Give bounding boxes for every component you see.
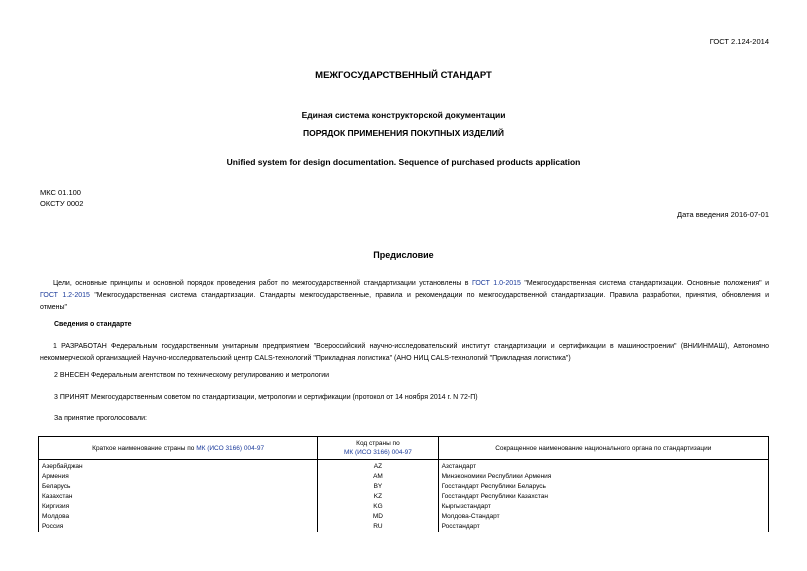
goals-text-4: отмены" <box>40 304 68 311</box>
header-body: Сокращенное наименование национального органа по стандартизации <box>438 437 768 460</box>
item-2-submitted: 2 ВНЕСЕН Федеральным агентством по техническому регулированию и метрологии <box>54 372 330 379</box>
goals-text-1: Цели, основные принципы и основной порядок проведения работ по межгосударственной стандартизации установлены в <box>53 280 472 287</box>
header-code-link[interactable]: МК (ИСО 3166) 004-97 <box>343 449 412 456</box>
cell-code: MD <box>318 512 438 522</box>
okstu-code: ОКСТУ 0002 <box>40 199 84 208</box>
header-country-text: Краткое наименование страны по <box>92 444 197 452</box>
cell-code: AZ <box>318 460 438 473</box>
cell-body: Минэкономики Республики Армения <box>438 472 768 482</box>
cell-body: Госстандарт Республики Казахстан <box>438 492 768 502</box>
document-title: ПОРЯДОК ПРИМЕНЕНИЯ ПОКУПНЫХ ИЗДЕЛИЙ <box>302 128 505 138</box>
item-1-developed <box>40 341 769 365</box>
header-code-text: Код страны по <box>356 440 400 447</box>
goals-text-2: "Межгосударственная система стандартизации. Основные положения" и <box>520 280 769 287</box>
english-title: Unified system for design documentation. Sequence of purchased products application <box>226 157 581 167</box>
goals-text-3: "Межгосударственная система стандартизации. Стандарты межгосударственные, правила и рекомендации по межгосударственной стандартизации. Правила разработки, принятия, обновления и <box>89 292 769 299</box>
cell-code: AM <box>318 472 438 482</box>
header-code <box>318 437 438 460</box>
system-title: Единая система конструкторской документации <box>301 110 506 120</box>
header-country-link[interactable]: МК (ИСО 3166) 004-97 <box>196 444 265 452</box>
cell-country: Беларусь <box>39 482 318 492</box>
goals-paragraph <box>40 278 769 314</box>
cell-body: Азстандарт <box>438 460 768 473</box>
cell-code: BY <box>318 482 438 492</box>
item-1-line-2: некоммерческой организацией Научно-исследовательский центр CALS-технологий "Прикладная логистика" (АНО НИЦ CALS-технологий "Прикладная логистика") <box>40 355 571 362</box>
cell-code: RU <box>318 522 438 532</box>
gost-1-2-link[interactable]: ГОСТ 1.2-2015 <box>40 292 90 299</box>
table-row <box>39 502 769 512</box>
gost-1-0-link[interactable]: ГОСТ 1.0-2015 <box>471 280 521 287</box>
mks-code: МКС 01.100 <box>40 188 81 197</box>
header-country <box>39 437 318 460</box>
goals-line-1 <box>40 278 769 290</box>
document-code: ГОСТ 2.124-2014 <box>709 37 769 46</box>
table-row <box>39 472 769 482</box>
standard-type-title: МЕЖГОСУДАРСТВЕННЫЙ СТАНДАРТ <box>315 70 492 81</box>
table-row <box>39 522 769 532</box>
cell-code: KG <box>318 502 438 512</box>
cell-country: Киргизия <box>39 502 318 512</box>
cell-body: Кыргызстандарт <box>438 502 768 512</box>
foreword-heading: Предисловие <box>373 250 434 260</box>
table-row <box>39 512 769 522</box>
table-row <box>39 492 769 502</box>
cell-body: Молдова-Стандарт <box>438 512 768 522</box>
cell-country: Россия <box>39 522 318 532</box>
item-1-line-1: 1 РАЗРАБОТАН Федеральным государственным унитарным предприятием "Всероссийский научно-исследовательский институт стандартизации и сертификации в машиностроении" (ВНИИНМАШ), Автономно <box>53 343 769 350</box>
table-row <box>39 460 769 473</box>
item-3-adopted: 3 ПРИНЯТ Межгосударственным советом по стандартизации, метрологии и сертификации (протокол от 14 ноября 2014 г. N 72-П) <box>54 394 478 401</box>
cell-country: Молдова <box>39 512 318 522</box>
cell-country: Азербайджан <box>39 460 318 473</box>
cell-body: Госстандарт Республики Беларусь <box>438 482 768 492</box>
introduction-date: Дата введения 2016-07-01 <box>677 210 769 219</box>
table-header-row <box>39 437 769 460</box>
cell-body: Росстандарт <box>438 522 768 532</box>
table-row <box>39 482 769 492</box>
cell-country: Казахстан <box>39 492 318 502</box>
voted-label: За принятие проголосовали: <box>54 415 147 422</box>
standard-info-heading: Сведения о стандарте <box>54 321 132 328</box>
cell-country: Армения <box>39 472 318 482</box>
voting-countries-table <box>38 436 769 532</box>
cell-code: KZ <box>318 492 438 502</box>
goals-line-2 <box>40 290 769 302</box>
